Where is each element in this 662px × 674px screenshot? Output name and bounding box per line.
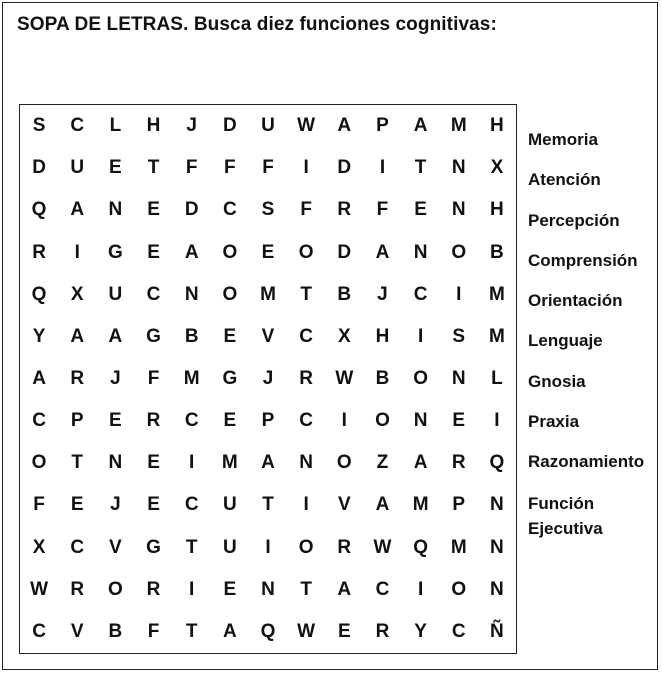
- grid-letter: A: [70, 325, 85, 347]
- word-list-item: Praxia: [528, 412, 580, 432]
- grid-letter: N: [261, 578, 275, 600]
- grid-letter: R: [32, 241, 46, 263]
- grid-letter: E: [414, 199, 427, 221]
- grid-letter: F: [185, 157, 198, 179]
- grid-letter: S: [452, 325, 466, 347]
- grid-letter: F: [376, 199, 389, 221]
- grid-letter: X: [490, 157, 504, 179]
- grid-letter: E: [147, 199, 160, 221]
- grid-letter: F: [300, 199, 312, 221]
- grid-letter: F: [262, 157, 274, 179]
- grid-letter: C: [184, 410, 199, 432]
- grid-letter: A: [375, 494, 390, 516]
- grid-letter: D: [222, 115, 237, 137]
- grid-letter: H: [146, 115, 161, 137]
- grid-letter: C: [32, 410, 46, 432]
- grid-letter: U: [222, 494, 237, 516]
- grid-letter: E: [147, 452, 160, 474]
- grid-letter: H: [375, 325, 390, 347]
- grid-letter: N: [490, 578, 504, 600]
- page-title: SOPA DE LETRAS. Busca diez funciones cognitivas:: [17, 14, 497, 35]
- grid-letter: I: [456, 283, 462, 305]
- grid-letter: B: [184, 325, 199, 347]
- grid-letter: S: [261, 199, 275, 221]
- grid-letter: I: [494, 410, 500, 432]
- grid-letter: C: [299, 410, 313, 432]
- grid-letter: N: [108, 452, 123, 474]
- grid-letter: A: [337, 115, 352, 137]
- grid-letter: O: [451, 578, 467, 600]
- grid-letter: U: [70, 157, 85, 179]
- grid-letter: C: [146, 283, 161, 305]
- grid-letter: R: [70, 367, 85, 389]
- grid-letter: M: [489, 325, 505, 347]
- grid-letter: C: [70, 536, 85, 558]
- grid-letter: N: [413, 410, 428, 432]
- grid-letter: Q: [31, 199, 47, 221]
- grid-letter: N: [451, 367, 466, 389]
- grid-letter: Q: [489, 452, 505, 474]
- word-list-item: Comprensión: [528, 250, 638, 270]
- word-list-item: Función Ejecutiva: [528, 493, 603, 538]
- word-list-item: Atención: [528, 170, 601, 190]
- grid-letter: D: [337, 241, 352, 263]
- grid-letter: B: [337, 283, 352, 305]
- grid-letter: J: [377, 283, 388, 305]
- grid-letter: C: [451, 620, 466, 642]
- grid-letter: T: [262, 494, 274, 516]
- grid-letter: A: [337, 578, 352, 600]
- grid-letter: X: [70, 283, 84, 305]
- grid-letter: N: [299, 452, 313, 474]
- grid-letter: V: [261, 325, 275, 347]
- grid-letter: M: [183, 367, 200, 389]
- grid-letter: R: [146, 410, 161, 432]
- grid-letter: E: [223, 578, 237, 600]
- grid-letter: A: [32, 367, 46, 389]
- grid-letter: I: [417, 578, 424, 600]
- grid-letter: W: [373, 536, 392, 558]
- grid-letter: I: [189, 452, 195, 474]
- grid-letter: F: [147, 620, 160, 642]
- grid-letter: T: [185, 536, 198, 558]
- grid-letter: R: [451, 452, 466, 474]
- grid-letter: U: [261, 115, 275, 137]
- grid-letter: H: [490, 115, 504, 137]
- grid-letter: N: [108, 199, 123, 221]
- grid-letter: E: [223, 410, 237, 432]
- grid-letter: F: [33, 494, 45, 516]
- grid-letter: I: [265, 536, 271, 558]
- grid-letter: V: [70, 620, 84, 642]
- grid-letter: E: [223, 325, 237, 347]
- grid-letter: C: [32, 620, 46, 642]
- grid-letter: Y: [414, 620, 427, 642]
- grid-letter: E: [261, 241, 275, 263]
- grid-letter: W: [30, 578, 49, 600]
- grid-letter: T: [71, 452, 84, 474]
- grid-letter: C: [184, 494, 199, 516]
- grid-letter: C: [222, 199, 237, 221]
- grid-letter: M: [221, 452, 238, 474]
- grid-letter: L: [491, 367, 503, 389]
- grid-letter: Q: [260, 620, 276, 642]
- grid-letter: C: [413, 283, 428, 305]
- grid-letter: A: [375, 241, 390, 263]
- grid-letter: G: [146, 325, 161, 347]
- grid-letter: I: [417, 325, 424, 347]
- grid-letter: J: [262, 367, 274, 389]
- word-list: [528, 130, 658, 541]
- grid-letter: E: [70, 494, 84, 516]
- grid-letter: N: [451, 157, 466, 179]
- grid-letter: F: [224, 157, 236, 179]
- grid-letter: N: [490, 536, 504, 558]
- grid-letter: D: [337, 157, 352, 179]
- grid-letter: R: [146, 578, 161, 600]
- grid-letter: R: [375, 620, 390, 642]
- grid-letter: T: [414, 157, 427, 179]
- grid-letter: T: [185, 620, 198, 642]
- grid-letter: J: [186, 115, 197, 137]
- grid-letter: C: [375, 578, 390, 600]
- grid-letter: G: [146, 536, 161, 558]
- grid-letter: E: [147, 241, 160, 263]
- grid-letter: D: [184, 199, 199, 221]
- grid-letter: G: [107, 241, 123, 263]
- grid-letter: O: [336, 452, 352, 474]
- grid-letter: P: [70, 410, 84, 432]
- grid-letter: N: [451, 199, 466, 221]
- grid-letter: M: [450, 115, 467, 137]
- grid-letter: A: [261, 452, 275, 474]
- grid-letter: O: [31, 452, 47, 474]
- grid-letter: E: [452, 410, 466, 432]
- grid-letter: H: [490, 199, 504, 221]
- word-search-grid: [19, 104, 517, 654]
- grid-letter: V: [337, 494, 351, 516]
- grid-letter: U: [108, 283, 123, 305]
- grid-letter: A: [108, 325, 123, 347]
- grid-letter: J: [110, 367, 121, 389]
- grid-letter: O: [375, 410, 390, 432]
- grid-letter: A: [184, 241, 199, 263]
- grid-letter: R: [337, 536, 352, 558]
- grid-letter: R: [70, 578, 85, 600]
- grid-letter: E: [109, 157, 122, 179]
- grid-letter: M: [260, 283, 276, 305]
- grid-letter: O: [413, 367, 428, 389]
- grid-letter: P: [261, 410, 275, 432]
- grid-letter: Q: [413, 536, 428, 558]
- grid-letter: W: [297, 620, 316, 642]
- grid-letter: Ñ: [490, 620, 504, 642]
- grid-letter: T: [300, 283, 312, 305]
- grid-letter: O: [298, 241, 314, 263]
- grid-letter: Z: [376, 452, 389, 474]
- grid-letter: E: [337, 620, 351, 642]
- grid-letter: P: [376, 115, 389, 137]
- grid-letter: M: [412, 494, 429, 516]
- grid-letter: I: [189, 578, 195, 600]
- grid-letter: F: [147, 367, 160, 389]
- grid-letter: W: [335, 367, 354, 389]
- grid-letter: I: [341, 410, 347, 432]
- grid-letter: A: [413, 452, 428, 474]
- grid-letter: O: [298, 536, 314, 558]
- grid-letter: X: [337, 325, 351, 347]
- grid-letter: Y: [32, 325, 46, 347]
- grid-letter: T: [147, 157, 160, 179]
- word-list-item: Orientación: [528, 291, 623, 311]
- grid-letter: I: [303, 494, 309, 516]
- grid-letter: L: [109, 115, 122, 137]
- grid-letter: O: [222, 241, 238, 263]
- grid-letter: Q: [31, 283, 47, 305]
- grid-letter: I: [379, 157, 386, 179]
- grid-letter: D: [32, 157, 46, 179]
- grid-letter: O: [107, 578, 123, 600]
- grid-letter: R: [299, 367, 313, 389]
- grid-letter: I: [74, 241, 80, 263]
- grid-letter: V: [109, 536, 122, 558]
- grid-letter: B: [375, 367, 390, 389]
- grid-letter: A: [413, 115, 428, 137]
- grid-letter: C: [70, 115, 85, 137]
- grid-letter: E: [147, 494, 160, 516]
- grid-letter: A: [222, 620, 237, 642]
- grid-letter: O: [451, 241, 467, 263]
- grid-letter: C: [299, 325, 313, 347]
- grid-letter: J: [110, 494, 121, 516]
- word-list-item: Gnosia: [528, 371, 586, 391]
- grid-letter: B: [108, 620, 123, 642]
- word-list-item: Percepción: [528, 210, 620, 230]
- grid-letter: N: [413, 241, 428, 263]
- grid-letter: M: [450, 536, 467, 558]
- grid-letter: G: [222, 367, 238, 389]
- grid-letter: P: [452, 494, 466, 516]
- grid-letter: O: [222, 283, 238, 305]
- grid-letter: B: [490, 241, 504, 263]
- word-list-item: Razonamiento: [528, 452, 645, 472]
- word-list-item: Memoria: [528, 130, 598, 149]
- letter-grid: [20, 105, 516, 653]
- grid-letter: X: [32, 536, 46, 558]
- grid-letter: I: [303, 157, 309, 179]
- grid-letter: N: [490, 494, 504, 516]
- grid-letter: M: [489, 283, 505, 305]
- grid-letter: A: [70, 199, 85, 221]
- grid-letter: E: [109, 410, 122, 432]
- word-list-item: Lenguaje: [528, 331, 603, 351]
- grid-letter: W: [297, 115, 316, 137]
- grid-letter: T: [300, 578, 312, 600]
- grid-letter: S: [32, 115, 46, 137]
- grid-letter: U: [222, 536, 237, 558]
- grid-letter: N: [184, 283, 199, 305]
- grid-letter: R: [337, 199, 352, 221]
